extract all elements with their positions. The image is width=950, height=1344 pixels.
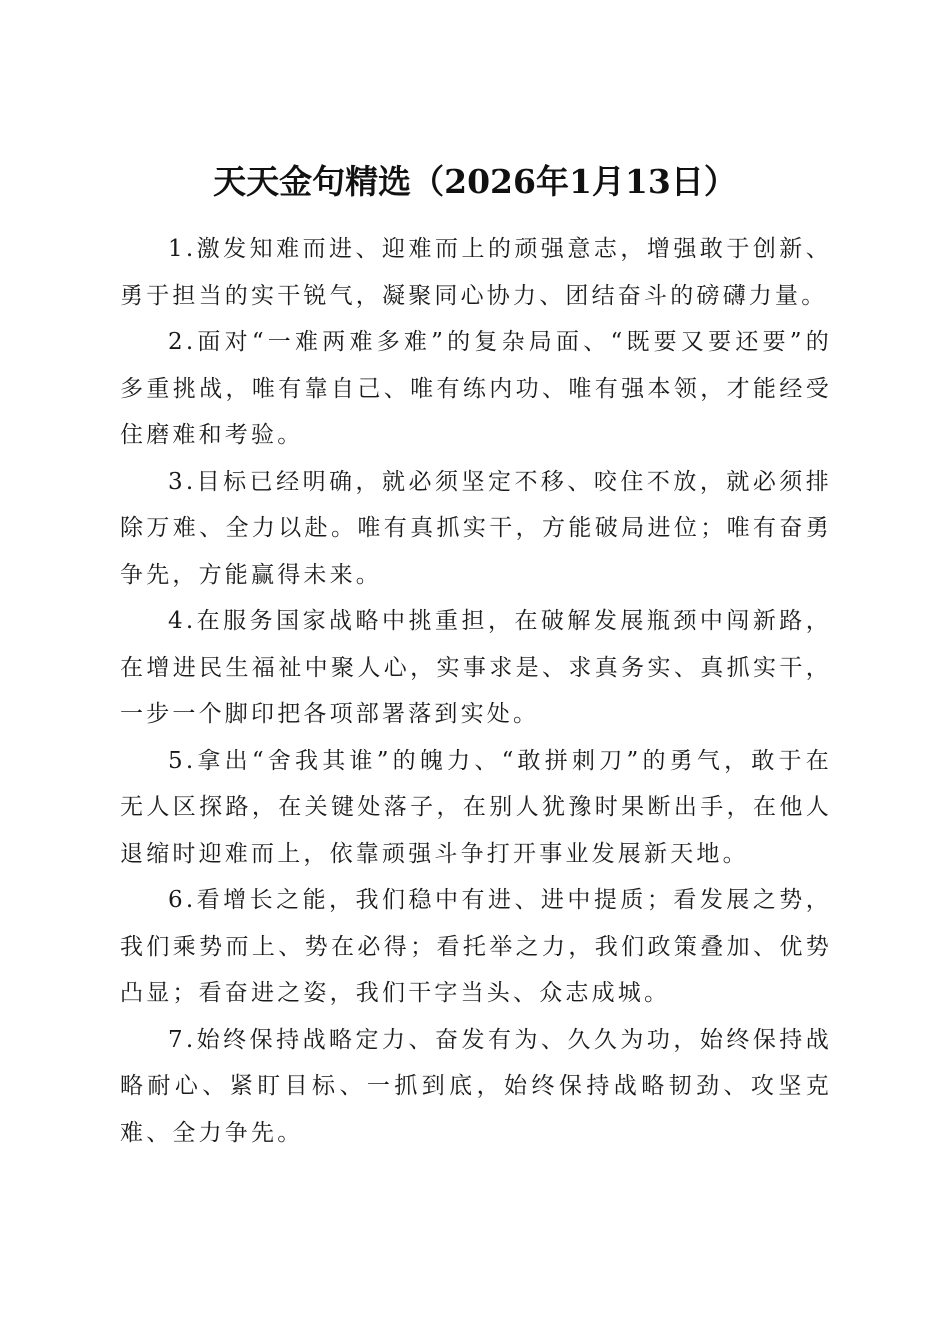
quote-paragraph-7: 7.始终保持战略定力、奋发有为、久久为功，始终保持战略耐心、紧盯目标、一抓到底，始终保持战略韧劲、攻坚克难、全力争先。 bbox=[120, 1026, 832, 1146]
quote-paragraph-5: 5.拿出“舍我其谁”的魄力、“敢拼刺刀”的勇气，敢于在无人区探路，在关键处落子，在别人犹豫时果断出手，在他人退缩时迎难而上，依靠顽强斗争打开事业发展新天地。 bbox=[120, 747, 832, 867]
document-body bbox=[120, 226, 832, 1156]
quote-paragraph-6: 6.看增长之能，我们稳中有进、进中提质；看发展之势，我们乘势而上、势在必得；看托举之力，我们政策叠加、优势凸显；看奋进之姿，我们干字当头、众志成城。 bbox=[120, 887, 832, 1006]
quote-paragraph-2: 2.面对“一难两难多难”的复杂局面、“既要又要还要”的多重挑战，唯有靠自己、唯有练内功、唯有强本领，才能经受住磨难和考验。 bbox=[120, 329, 832, 448]
quote-paragraph-3: 3.目标已经明确，就必须坚定不移、咬住不放，就必须排除万难、全力以赴。唯有真抓实干，方能破局进位；唯有奋勇争先，方能赢得未来。 bbox=[120, 468, 832, 588]
quote-paragraph-1: 1.激发知难而进、迎难而上的顽强意志，增强敢于创新、勇于担当的实干锐气，凝聚同心协力、团结奋斗的磅礴力量。 bbox=[120, 236, 832, 309]
quote-paragraph-4: 4.在服务国家战略中挑重担，在破解发展瓶颈中闯新路，在增进民生福祉中聚人心，实事求是、求真务实、真抓实干，一步一个脚印把各项部署落到实处。 bbox=[120, 608, 832, 727]
document-title: 天天金句精选（2026年1月13日） bbox=[213, 162, 737, 202]
